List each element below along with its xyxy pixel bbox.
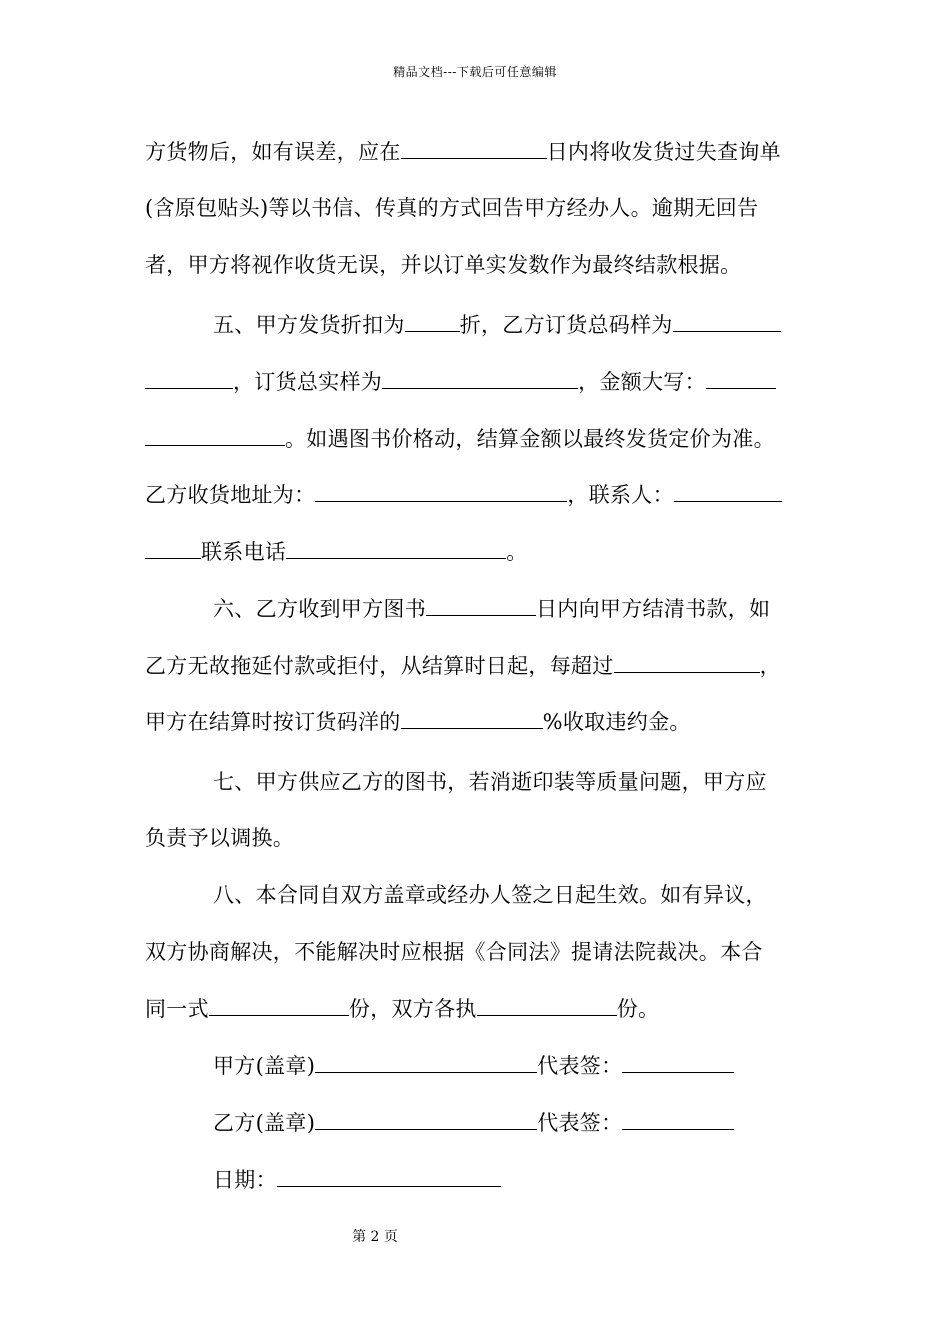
text-segment: (含原包贴头)等以书信、传真的方式回告甲方经办人。逾期无回告 (145, 196, 759, 220)
fill-blank (614, 652, 760, 673)
fill-blank (315, 1052, 537, 1073)
fill-blank (315, 481, 567, 502)
fill-blank (145, 425, 285, 446)
fill-blank (145, 368, 233, 389)
text-segment: 八、本合同自双方盖章或经办人签之日起生效。如有异议， (213, 883, 767, 907)
fill-blank (382, 368, 578, 389)
text-segment: 日内向甲方结清书款，如 (536, 597, 771, 621)
text-segment: 。 (506, 540, 528, 564)
text-segment: 。如遇图书价格动，结算金额以最终发货定价为准。 (285, 427, 775, 451)
fill-blank (477, 995, 617, 1016)
text-segment: 份，双方各执 (348, 997, 477, 1021)
text-segment: 份。 (616, 997, 660, 1021)
paragraph-line (145, 137, 781, 167)
fill-blank (405, 311, 460, 332)
fill-blank (622, 1052, 734, 1073)
paragraph-line (145, 367, 776, 397)
page-number: 第 2 页 (352, 1229, 398, 1245)
text-segment: ，金额大写： (578, 370, 706, 394)
fill-blank (673, 311, 781, 332)
text-segment: 代表签： (537, 1054, 623, 1078)
text-segment: %收取违约金。 (542, 710, 691, 734)
text-segment: 七、甲方供应乙方的图书，若消逝印装等质量问题，甲方应 (213, 770, 767, 794)
text-segment: ， (759, 654, 781, 678)
text-segment: 同一式 (145, 997, 209, 1021)
fill-blank (401, 138, 547, 159)
text-segment: 者，甲方将视作收货无误，并以订单实发数作为最终结款根据。 (145, 253, 742, 277)
text-segment: 方货物后，如有误差，应在 (145, 140, 401, 164)
text-segment: 乙方收货地址为： (145, 483, 316, 507)
fill-blank (315, 1109, 537, 1130)
fill-blank (706, 368, 776, 389)
fill-blank (209, 995, 349, 1016)
text-segment: 六、乙方收到甲方图书 (213, 597, 426, 621)
paragraph-line (145, 651, 781, 681)
signature-line-party-a (213, 1051, 734, 1081)
fill-blank (426, 595, 536, 616)
text-segment: 负责予以调换。 (145, 826, 295, 850)
paragraph-line (213, 310, 781, 340)
paragraph-line (145, 937, 763, 967)
paragraph-line (213, 880, 767, 910)
fill-blank (277, 1166, 501, 1187)
text-segment: 联系电话 (201, 540, 287, 564)
text-segment: 日期： (213, 1168, 277, 1192)
text-segment: 乙方(盖章) (213, 1111, 316, 1135)
text-segment: 甲方在结算时按订货码洋的 (145, 710, 401, 734)
paragraph-line (145, 707, 691, 737)
text-segment: 乙方无故拖延付款或拒付，从结算时日起，每超过 (145, 654, 614, 678)
text-segment: 折，乙方订货总码样为 (459, 313, 673, 337)
fill-blank (674, 481, 782, 502)
paragraph-line (145, 537, 528, 567)
date-line (213, 1165, 501, 1195)
paragraph-line (145, 823, 294, 853)
paragraph-line (213, 767, 767, 797)
text-segment: ，订货总实样为 (233, 370, 383, 394)
paragraph-line (213, 594, 770, 624)
paragraph-line (145, 480, 782, 510)
signature-line-party-b (213, 1108, 734, 1138)
fill-blank (622, 1109, 734, 1130)
text-segment: 代表签： (537, 1111, 623, 1135)
text-segment: ，联系人： (567, 483, 674, 507)
fill-blank (401, 708, 543, 729)
text-segment: 双方协商解决，不能解决时应根据《合同法》提请法院裁决。本合 (145, 940, 763, 964)
fill-blank (286, 538, 506, 559)
text-segment: 五、甲方发货折扣为 (213, 313, 405, 337)
page-header: 精品文档---下载后可任意编辑 (393, 65, 557, 79)
paragraph-line (145, 193, 758, 223)
paragraph-line (145, 994, 659, 1024)
paragraph-line (145, 424, 775, 454)
paragraph-line (145, 250, 741, 280)
fill-blank (145, 538, 201, 559)
text-segment: 日内将收发货过失查询单 (546, 140, 781, 164)
text-segment: 甲方(盖章) (213, 1054, 316, 1078)
